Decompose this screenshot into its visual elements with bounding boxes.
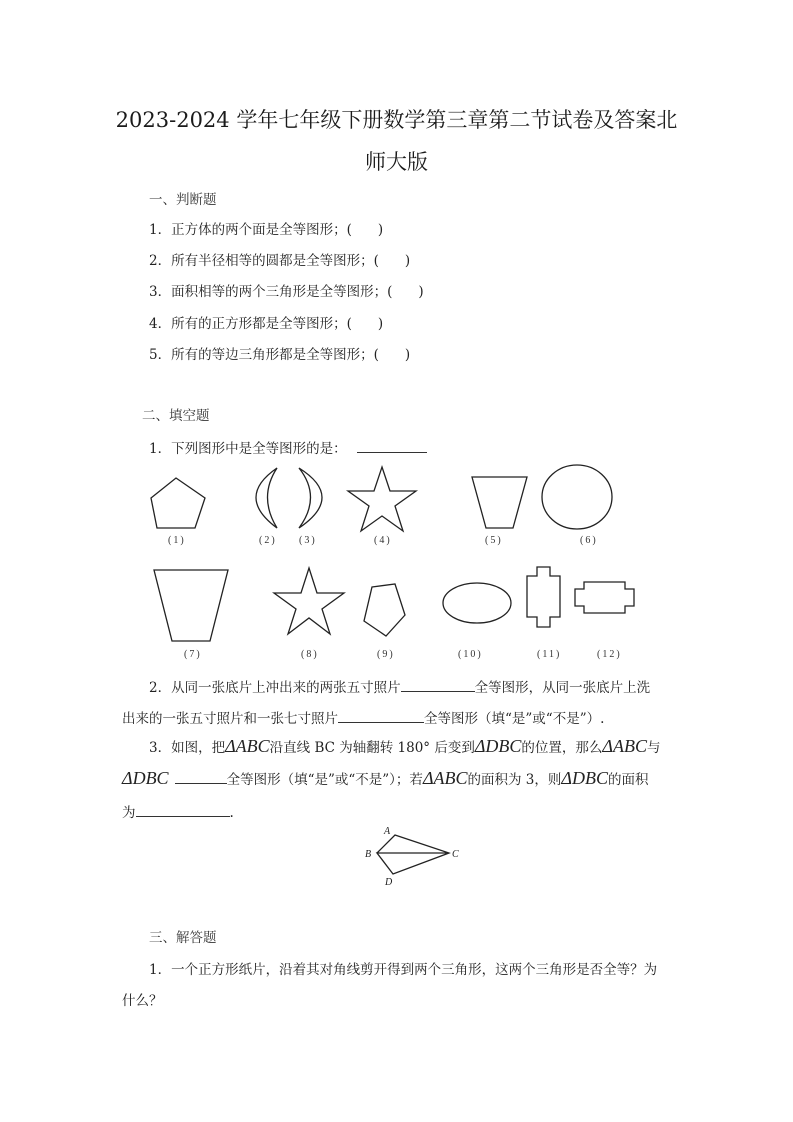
question-text: 下列图形中是全等图形的是： xyxy=(171,441,347,457)
fill-question-3-line-2 xyxy=(122,768,648,789)
figure-5-trapezoid xyxy=(472,477,527,528)
figure-3-crescent xyxy=(299,468,322,528)
triangle-dbc: ΔDBC xyxy=(561,768,608,788)
question-text: . xyxy=(229,805,234,821)
vertex-label-a: A xyxy=(384,826,391,837)
figure-label-9: (9) xyxy=(377,649,395,660)
question-text: 的位置，那么 xyxy=(521,740,603,756)
figure-1-pentagon xyxy=(151,478,205,528)
question-number: 3． xyxy=(149,284,172,300)
answer-blank-1[interactable] xyxy=(175,769,227,784)
close-paren: ) xyxy=(418,284,424,300)
fill-question-2-line-1 xyxy=(149,676,650,696)
fill-question-2-line-2 xyxy=(122,707,604,727)
question-text: 面积相等的两个三角形是全等图形；( xyxy=(171,284,393,300)
figure-8-star xyxy=(274,568,344,634)
question-text: 出来的一张五寸照片和一张七寸照片 xyxy=(122,711,338,727)
figure-label-6: (6) xyxy=(580,535,598,546)
figure-7-trapezoid xyxy=(154,570,228,641)
answer-blank-2[interactable] xyxy=(136,802,230,817)
vertex-label-c: C xyxy=(452,849,459,860)
figure-label-7: (7) xyxy=(184,649,202,660)
figure-label-4: (4) xyxy=(374,535,392,546)
question-text: 的面积 xyxy=(607,772,649,788)
figure-label-1: (1) xyxy=(168,535,186,546)
section-heading-true-false: 一、判断题 xyxy=(149,192,217,208)
figure-11-cross xyxy=(527,567,560,627)
vertex-label-b: B xyxy=(365,849,372,860)
fill-question-3-line-3 xyxy=(122,801,234,821)
document-title-line-2: 师大版 xyxy=(365,150,428,174)
fill-question-3-line-1 xyxy=(149,736,660,757)
question-number: 5． xyxy=(149,347,172,363)
triangle-figure xyxy=(355,822,465,886)
answer-blank-1[interactable] xyxy=(401,677,475,692)
figure-9-pentagon xyxy=(364,584,405,636)
close-paren: ) xyxy=(404,253,411,269)
question-number: 1． xyxy=(149,441,172,457)
figure-label-5: (5) xyxy=(485,535,503,546)
answer-question-1-line-1: 1．一个正方形纸片，沿着其对角线剪开得到两个三角形，这两个三角形是否全等？为 xyxy=(149,962,658,978)
figure-label-2: (2) xyxy=(259,535,277,546)
question-text: 为 xyxy=(122,805,136,821)
close-paren: ) xyxy=(404,347,411,363)
triangle-dbc: ΔDBC xyxy=(122,768,169,788)
question-text: 所有半径相等的圆都是全等图形；( xyxy=(171,253,379,269)
question-text: 2．从同一张底片上冲出来的两张五寸照片 xyxy=(149,680,401,696)
document-title-line-1: 2023-2024 学年七年级下册数学第三章第二节试卷及答案北 xyxy=(115,108,678,132)
figure-12-cross xyxy=(575,582,634,613)
question-text: 正方体的两个面是全等图形；( xyxy=(171,222,352,238)
figure-label-8: (8) xyxy=(301,649,319,660)
answer-blank-2[interactable] xyxy=(338,708,424,723)
answer-question-1-line-2: 什么？ xyxy=(122,993,163,1009)
figure-6-circle xyxy=(542,465,612,529)
question-number: 2． xyxy=(149,253,172,269)
question-number: 4． xyxy=(149,316,172,332)
question-number: 1． xyxy=(149,222,172,238)
close-paren: ) xyxy=(377,222,384,238)
triangle-dbc: ΔDBC xyxy=(474,736,522,756)
question-text: 与 xyxy=(646,740,661,756)
figure-4-star xyxy=(348,467,416,531)
figure-label-3: (3) xyxy=(299,535,317,546)
figure-label-10: (10) xyxy=(458,649,483,660)
triangle-abc: ΔABC xyxy=(602,736,647,756)
question-text: 的面积为 3，则 xyxy=(467,772,562,788)
question-text: 沿直线 BC 为轴翻转 180° 后变到 xyxy=(269,740,475,756)
question-text: 全等图形，从同一张底片上洗 xyxy=(474,680,651,696)
figure-2-crescent xyxy=(256,468,277,528)
question-text: 全等图形（填“是”或“不是”）；若 xyxy=(226,772,423,788)
question-text: 所有的等边三角形都是全等图形；( xyxy=(171,347,379,363)
close-paren: ) xyxy=(377,316,384,332)
section-heading-fill-blank: 二、填空题 xyxy=(142,408,210,424)
section-heading-answer: 三、解答题 xyxy=(149,930,217,946)
question-text: 所有的正方形都是全等图形；( xyxy=(171,316,352,332)
figure-10-ellipse xyxy=(443,583,511,623)
question-text: 全等图形（填“是”或“不是”）. xyxy=(424,711,605,727)
triangle-abc: ΔABC xyxy=(225,736,270,756)
vertex-label-d: D xyxy=(385,877,393,888)
figure-label-12: (12) xyxy=(597,649,622,660)
question-text: 3．如图，把 xyxy=(149,740,226,756)
figure-label-11: (11) xyxy=(537,649,562,660)
triangle-abc: ΔABC xyxy=(422,768,468,788)
